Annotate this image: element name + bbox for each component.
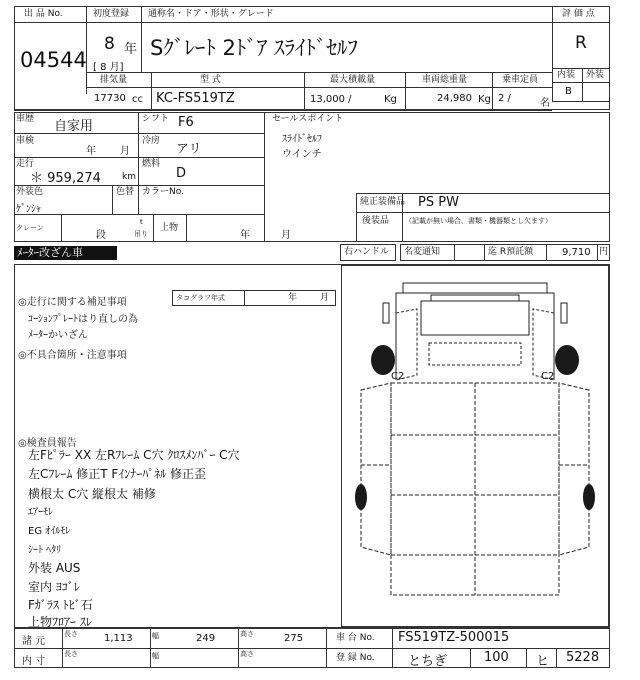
mileage-label: 走行 — [16, 159, 35, 169]
inspector-line: 左Fﾋﾟﾗｰ XX 左Rﾌﾚｰﾑ C穴 ｸﾛｽﾒﾝﾊﾞｰ C穴 — [28, 448, 240, 462]
rating-frame — [552, 6, 610, 102]
bed-right-panel — [559, 383, 589, 555]
inspector-line: ｼｰﾄ ﾍﾀﾘ — [28, 545, 62, 556]
inspector-line: 左Cﾌﾚｰﾑ 修正T Fｲﾝﾅｰﾊﾟﾈﾙ 修正歪 — [28, 467, 207, 481]
max-load-label: 最大積載量 — [330, 75, 376, 85]
cab-rear — [429, 343, 521, 365]
wheel-rear-right — [583, 484, 595, 510]
grade-label: 通称名・ドア・形状・グレード — [148, 9, 274, 19]
model-name: Sｸﾞﾚｰﾄ 2ﾄﾞｱ ｽﾗｲﾄﾞｾﾙﾌ — [150, 36, 359, 60]
inner-length-label: 長さ — [64, 650, 78, 658]
aftermarket-label: 後装品 — [362, 216, 390, 226]
truck-diagram — [341, 265, 609, 627]
recycle-tax-label: 迄 R預託額 — [488, 247, 534, 257]
inspector-line: ｴｱｰﾓﾚ — [28, 507, 53, 518]
tacho-year-unit: 年 — [288, 293, 298, 303]
mileage-value: ＊ 959,274 — [30, 171, 101, 186]
ac-label: 冷房 — [142, 136, 161, 146]
max-load-unit: Kg — [384, 94, 397, 105]
rating-label: 評 価 点 — [562, 9, 595, 19]
meter-tamper-banner: ﾒｰﾀｰ改ざん車 — [14, 246, 117, 260]
inspector-line: Fｶﾞﾗｽ ﾄﾋﾞ石 — [28, 598, 93, 612]
inner-height-label: 高さ — [240, 650, 254, 658]
sales-point-label: セールスポイント — [272, 114, 344, 124]
model-type-value: KC-FS519TZ — [156, 91, 235, 106]
crane-ton-top: t — [140, 218, 143, 226]
color-code-label: 色替 — [116, 187, 135, 197]
chassis-label: 車 台 No. — [336, 633, 375, 643]
shift-value: F6 — [178, 115, 194, 130]
upper-label: 上物 — [160, 223, 179, 233]
gvw-value: 24,980 — [437, 93, 472, 104]
cab-roof — [421, 301, 529, 335]
cab-door-right — [533, 309, 554, 380]
height-label: 高さ — [240, 630, 254, 638]
recycle-tax-unit: 円 — [599, 247, 609, 257]
running-note-line2: ﾒｰﾀｰかいざん — [28, 330, 88, 341]
reg-kana: ヒ — [536, 654, 550, 669]
capacity-value: 2 / — [498, 93, 511, 104]
first-reg-month: [ 8 月] — [93, 62, 124, 73]
capacity-label: 乗車定員 — [502, 75, 539, 85]
width-value: 249 — [196, 633, 216, 644]
fuel-label: 燃料 — [142, 159, 161, 169]
lot-label: 出 品 No. — [24, 9, 63, 19]
cab-door-left — [396, 309, 417, 380]
first-reg-year: 8 — [104, 34, 115, 54]
exterior-label: 外装 — [586, 70, 605, 80]
equipment-label: 純正装備品 — [360, 197, 406, 207]
reg-label: 登 録 No. — [336, 653, 375, 663]
shift-label: シフト — [142, 114, 170, 124]
wheel-front-right — [555, 345, 579, 375]
recycle-tax-amount: 9,710 — [562, 247, 591, 258]
reg-region: とちぎ — [408, 654, 448, 669]
capacity-unit: 名 — [540, 98, 550, 109]
color-value: ｹﾞﾝｼｬ — [16, 204, 41, 215]
damage-mark-left: C2 — [391, 371, 405, 382]
mirror-left — [383, 303, 389, 323]
damage-mark-right: C2 — [541, 371, 555, 382]
crane-stage: 段 — [96, 230, 106, 241]
inspector-line: 上物ﾌﾛｱｰ ｽﾚ — [28, 615, 92, 629]
displacement-label: 排気量 — [100, 75, 128, 85]
color-label: 外装色 — [16, 187, 44, 197]
lot-number: 04544 — [20, 48, 87, 72]
height-value: 275 — [284, 633, 304, 644]
gvw-label: 車両総重量 — [422, 75, 468, 85]
windshield — [431, 295, 519, 301]
inspector-report-label: ◎検査員報告 — [18, 438, 77, 449]
right-hand-label: 右ハンドル — [344, 247, 390, 257]
name-change-label: 名変通知 — [404, 247, 441, 257]
gvw-unit: Kg — [478, 94, 491, 105]
cab-outline — [396, 293, 554, 380]
tacho-month-unit: 月 — [320, 293, 330, 303]
ac-value: アリ — [176, 142, 202, 157]
crane-ton-bottom: 吊り — [134, 230, 148, 238]
inspector-line: 横根太 C穴 縦根太 補修 — [28, 487, 156, 501]
defects-label: ◎不具合箇所・注意事項 — [18, 350, 127, 361]
first-reg-year-unit: 年 — [124, 42, 138, 57]
upper-year-unit: 年 — [240, 230, 250, 241]
interior-grade: B — [565, 86, 572, 97]
displacement-value: 17730 — [94, 93, 126, 104]
history-value: 自家用 — [54, 119, 94, 134]
dims-label: 諸 元 — [22, 636, 46, 647]
equipment-value: PS PW — [418, 195, 459, 210]
inner-dims-label: 内 寸 — [22, 656, 46, 667]
upper-month-unit: 月 — [281, 230, 291, 241]
interior-label: 内装 — [557, 70, 576, 80]
sales-point-line2: ウインチ — [282, 149, 322, 160]
running-notes-label: ◎走行に関する補足事項 — [18, 297, 127, 308]
reg-number: 5228 — [566, 650, 600, 665]
tacho-label: タコグラフ年式 — [176, 294, 225, 302]
history-label: 車歴 — [16, 114, 35, 124]
bed-left-panel — [361, 383, 391, 555]
model-type-label: 型 式 — [200, 75, 221, 85]
sales-point-line1: ｽﾗｲﾄﾞｾﾙﾌ — [282, 134, 322, 145]
inspector-line: 外装 AUS — [28, 561, 81, 575]
reg-class: 100 — [484, 650, 509, 665]
wheel-rear-left — [355, 484, 367, 510]
width-label: 幅 — [152, 632, 159, 640]
inspection-year-unit: 年 — [86, 146, 96, 157]
first-reg-label: 初度登録 — [93, 9, 130, 19]
fuel-value: D — [176, 166, 187, 181]
crane-label: クレーン — [16, 224, 44, 232]
length-label: 長さ — [64, 630, 78, 638]
inspector-line: EG ｵｲﾙﾓﾚ — [28, 526, 71, 537]
inspection-month-unit: 月 — [120, 146, 130, 157]
rating-value: R — [575, 33, 587, 53]
displacement-unit: cc — [132, 94, 143, 105]
cab-front — [403, 283, 547, 293]
aftermarket-note: （記載が無い場合、書類・機器類とし欠ます） — [405, 217, 552, 225]
inspector-line: 室内 ﾖｺﾞﾚ — [28, 580, 80, 594]
inspection-label: 車検 — [16, 136, 35, 146]
length-value: 1,113 — [104, 633, 133, 644]
running-note-line1: ｺｰｼｮﾝﾌﾟﾚｰﾄはり直しの為 — [28, 314, 138, 325]
inner-width-label: 幅 — [152, 652, 159, 660]
chassis-value: FS519TZ-500015 — [398, 630, 510, 645]
mileage-unit: km — [122, 172, 136, 182]
mirror-right — [561, 303, 567, 323]
max-load-value: 13,000 / — [310, 94, 352, 105]
color-no-label: カラーNo. — [142, 187, 184, 197]
